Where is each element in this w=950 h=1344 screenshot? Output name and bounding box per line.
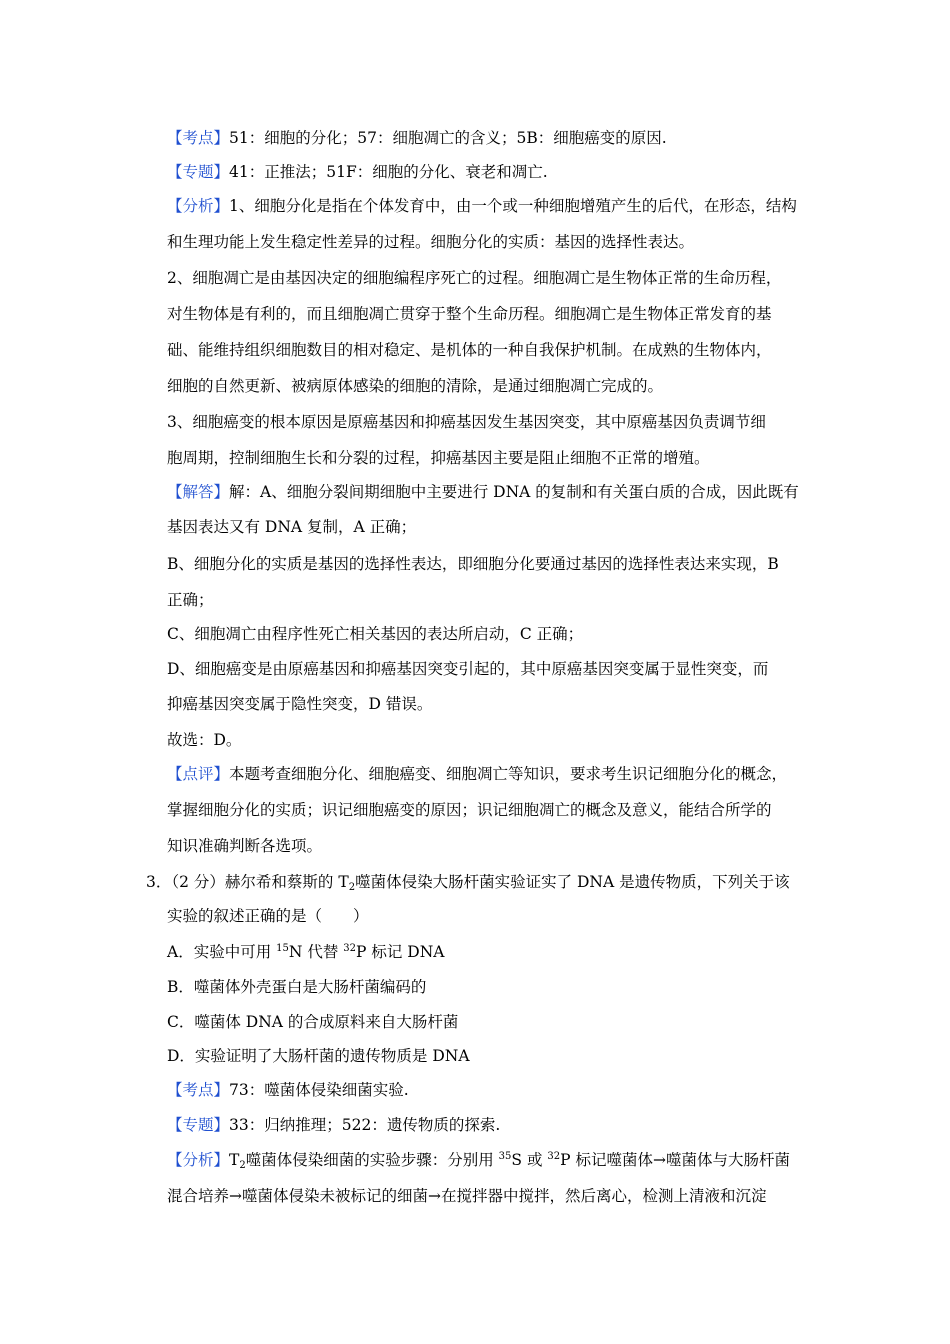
- jieda-line: D、细胞癌变是由原癌基因和抑癌基因突变引起的，其中原癌基因突变属于显性突变，而: [167, 660, 769, 678]
- subscript: 2: [239, 1160, 246, 1171]
- zhuanti-line: [167, 162, 548, 182]
- option-a: [167, 942, 444, 962]
- dianping-line: [167, 764, 787, 784]
- option-a-text: A．实验中可用: [167, 943, 277, 961]
- jieda-line: B、细胞分化的实质是基因的选择性表达，即细胞分化要通过基因的选择性表达来实现，B: [167, 555, 779, 573]
- kaodian-text: 73：噬菌体侵染细菌实验.: [229, 1081, 409, 1099]
- fenxi-text: S 或: [511, 1151, 548, 1169]
- superscript: 35: [498, 1151, 512, 1162]
- q3-fenxi-line: [167, 1150, 790, 1170]
- kaodian-line: [167, 128, 667, 148]
- jieda-line: 抑癌基因突变属于隐性突变，D 错误。: [167, 695, 433, 713]
- jieda-tag: 【解答】: [167, 483, 230, 501]
- fenxi-line: 胞周期，控制细胞生长和分裂的过程，抑癌基因主要是阻止细胞不正常的增殖。: [167, 449, 710, 467]
- superscript: 32: [343, 943, 357, 954]
- stem-text: 噬菌体侵染大肠杆菌实验证实了 DNA 是遗传物质，下列关于该: [355, 873, 790, 891]
- jieda-line: 正确；: [167, 591, 214, 609]
- question-score: （2 分）: [171, 873, 225, 891]
- jieda-line: 故选：D。: [167, 731, 242, 749]
- superscript: 32: [547, 1151, 561, 1162]
- question-3-stem-line2: 实验的叙述正确的是（ ）: [167, 907, 369, 925]
- q3-zhuanti-line: [167, 1115, 500, 1135]
- fenxi-line: 础、能维持组织细胞数目的相对稳定、是机体的一种自我保护机制。在成熟的生物体内，: [167, 341, 772, 359]
- zhuanti-text: 41：正推法；51F：细胞的分化、衰老和凋亡.: [229, 163, 548, 181]
- fenxi-line: 对生物体是有利的，而且细胞凋亡贯穿于整个生命历程。细胞凋亡是生物体正常发育的基: [167, 305, 772, 323]
- stem-subscript: 2: [348, 882, 356, 893]
- jieda-line: C、细胞凋亡由程序性死亡相关基因的表达所启动，C 正确；: [167, 625, 584, 643]
- fenxi-line: 2、细胞凋亡是由基因决定的细胞编程序死亡的过程。细胞凋亡是生物体正常的生命历程，: [167, 269, 782, 287]
- kaodian-tag: 【考点】: [167, 1081, 230, 1099]
- fenxi-text: T: [229, 1151, 240, 1169]
- fenxi-tag: 【分析】: [167, 197, 230, 215]
- jieda-line: 基因表达又有 DNA 复制，A 正确；: [167, 518, 417, 536]
- fenxi-line: [167, 196, 797, 216]
- dianping-line: 掌握细胞分化的实质；识记细胞癌变的原因；识记细胞凋亡的概念及意义，能结合所学的: [167, 801, 772, 819]
- stem-text: 赫尔希和蔡斯的 T: [224, 873, 349, 891]
- option-b: B．噬菌体外壳蛋白是大肠杆菌编码的: [167, 978, 427, 996]
- fenxi-line: 3、细胞癌变的根本原因是原癌基因和抑癌基因发生基因突变，其中原癌基因负责调节细: [167, 413, 766, 431]
- kaodian-tag: 【考点】: [167, 129, 230, 147]
- fenxi-line: 和生理功能上发生稳定性差异的过程。细胞分化的实质：基因的选择性表达。: [167, 233, 695, 251]
- option-a-text: N 代替: [288, 943, 344, 961]
- zhuanti-text: 33：归纳推理；522：遗传物质的探索.: [229, 1116, 501, 1134]
- kaodian-text: 51：细胞的分化；57：细胞凋亡的含义；5B：细胞癌变的原因.: [229, 129, 667, 147]
- q3-kaodian-line: [167, 1080, 409, 1100]
- option-d: D．实验证明了大肠杆菌的遗传物质是 DNA: [167, 1047, 470, 1065]
- jieda-line: [167, 482, 799, 502]
- fenxi-text: P 标记噬菌体→噬菌体与大肠杆菌: [560, 1151, 790, 1169]
- fenxi-text: 1、细胞分化是指在个体发育中，由一个或一种细胞增殖产生的后代，在形态，结构: [229, 197, 797, 215]
- jieda-text: 解：A、细胞分裂间期细胞中主要进行 DNA 的复制和有关蛋白质的合成，因此既有: [229, 483, 799, 501]
- superscript: 15: [276, 943, 289, 954]
- dianping-tag: 【点评】: [167, 765, 230, 783]
- fenxi-tag: 【分析】: [167, 1151, 230, 1169]
- option-a-text: P 标记 DNA: [356, 943, 445, 961]
- fenxi-text: 噬菌体侵染细菌的实验步骤：分别用: [245, 1151, 499, 1169]
- fenxi-line: 细胞的自然更新、被病原体感染的细胞的清除，是通过细胞凋亡完成的。: [167, 377, 664, 395]
- zhuanti-tag: 【专题】: [167, 163, 230, 181]
- dianping-line: 知识准确判断各选项。: [167, 837, 323, 855]
- dianping-text: 本题考查细胞分化、细胞癌变、细胞凋亡等知识，要求考生识记细胞分化的概念，: [229, 765, 788, 783]
- question-number: 3．: [146, 873, 172, 891]
- zhuanti-tag: 【专题】: [167, 1116, 230, 1134]
- option-c: C．噬菌体 DNA 的合成原料来自大肠杆菌: [167, 1013, 459, 1031]
- question-3-stem: [146, 872, 790, 892]
- q3-fenxi-line: 混合培养→噬菌体侵染未被标记的细菌→在搅拌器中搅拌，然后离心，检测上清液和沉淀: [167, 1187, 767, 1205]
